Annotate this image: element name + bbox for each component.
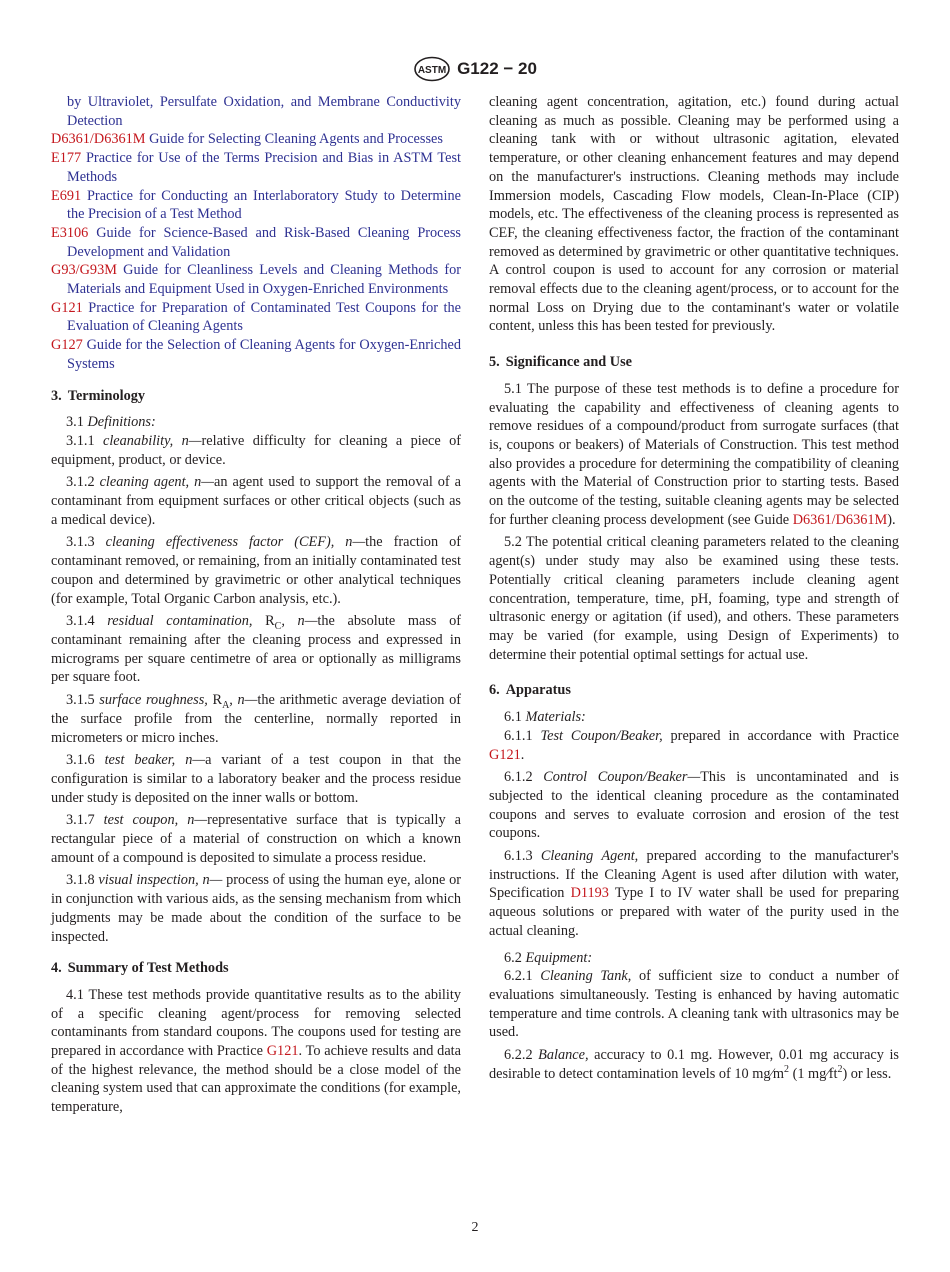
- paragraph: 6.1 Materials:: [504, 709, 586, 726]
- page-header: [0, 56, 950, 82]
- section-heading-significance: 5. Significance and Use: [489, 354, 633, 371]
- paragraph: 5.2 The potential critical cleaning parameters related to the cleaning agent(s) under study may also be examined using these tests. Potentially critical cleaning parameters include cleaning agent concentration, temperature, time, pH, foaming, type and strength of ultrasonic energy or agitation (if used), and others. These parameters may be varied (for example, using Design of Experiments) to determine their potential optimal settings for actual use.: [489, 534, 899, 663]
- reference-item: G127 Guide for the Selection of Cleaning Agents for Oxygen-Enriched Systems: [51, 337, 461, 372]
- definition: 3.1.8 visual inspection, n— process of using the human eye, alone or in conjunction with various aids, as the sensing mechanism from which judgments may be made about the condition of the surface to be inspected.: [51, 872, 462, 945]
- definition: 3.1.3 cleaning effectiveness factor (CEF), n—the fraction of contaminant removed, or remaining, from an initially contaminated test coupon and determined by gravimetric or other analytical techniques (for example, Total Organic Carbon analysis, etc.).: [51, 534, 461, 607]
- standard-designation: G122 − 20: [457, 59, 537, 78]
- right-column: [489, 93, 899, 1087]
- page-number: 2: [471, 1220, 479, 1235]
- paragraph: 6.1.3 Cleaning Agent, prepared according to the manufacturer's instructions. If the Cleaning Agent is used after dilution with water, Specification D1193 Type I to IV water shall be used for preparing aqueous solutions or prepared with water of the purity used in the actual cleaning.: [489, 848, 899, 939]
- reference-item: D6361/D6361M Guide for Selecting Cleaning Agents and Processes: [51, 131, 443, 148]
- definition: 3.1.5 surface roughness, $R_A$, n—the arithmetic average deviation of the surface profile from the centerline, normally reported in micrometers or micro inches.: [51, 692, 461, 746]
- left-column: [51, 93, 461, 1121]
- definition: 3.1.4 residual contamination, $R_C$, n—the absolute mass of contaminant remaining after the cleaning process and expressed in micrograms per square centimetre of area or optionally as milligrams per square foot.: [51, 613, 462, 686]
- reference-item: E3106 Guide for Science-Based and Risk-Based Cleaning Process Development and Validation: [51, 224, 462, 260]
- section-heading-apparatus: 6. Apparatus: [489, 682, 571, 699]
- svg-text:ASTM: ASTM: [417, 65, 447, 76]
- definition: 3.1.2 cleaning agent, n—an agent used to support the removal of a contaminant from equipment surfaces or other critical objects (such as a medical device).: [51, 474, 462, 528]
- link-g121[interactable]: G121: [489, 746, 521, 763]
- reference-item: G121 Practice for Preparation of Contaminated Test Coupons for the Evaluation of Cleaning Agents: [51, 299, 461, 335]
- paragraph: 4.1 These test methods provide quantitative results as to the ability of a specific cleaning agent/process for removing selected contaminants from standard coupons. The coupons used for testing are prepared in accordance with Practice G121. To achieve results and data of the highest relevance, the method should be a close model of the cleaning system used that can approximate the conditions (for example, temperature,: [51, 986, 461, 1116]
- definition: 3.1.6 test beaker, n—a variant of a test coupon in that the configuration is similar to a laboratory beaker and the process residue under study is deposited on the inner walls or bottom.: [51, 752, 462, 806]
- reference-item: E691 Practice for Conducting an Interlaboratory Study to Determine the Precision of a Test Method: [51, 187, 461, 223]
- section-heading-summary: 4. Summary of Test Methods: [51, 960, 229, 977]
- definition: 3.1.7 test coupon, n—representative surface that is typically a rectangular piece of a material of construction on which a known amount of a compound is deposited to simulate a process residue.: [51, 812, 461, 866]
- definition: 3.1.1 cleanability, n—relative difficulty for cleaning a piece of equipment, product, or device.: [51, 432, 462, 468]
- reference-item: E177 Practice for Use of the Terms Precision and Bias in ASTM Test Methods: [51, 150, 461, 185]
- astm-logo-icon: [413, 56, 451, 82]
- paragraph: 6.2.2 Balance, accuracy to 0.1 mg. However, 0.01 mg accuracy is desirable to detect contamination levels of 10 $mg⁄m^2$ (1 $mg⁄ft^2$) or less.: [489, 1047, 899, 1082]
- paragraph: 6.1.1 Test Coupon/Beaker, prepared in accordance with Practice G121.: [489, 727, 899, 763]
- link-g121[interactable]: G121: [266, 1043, 299, 1060]
- link-d6361[interactable]: D6361/D6361M: [792, 511, 888, 528]
- paragraph: 6.2.1 Cleaning Tank, of sufficient size to conduct a number of evaluations simultaneously. Testing is enhanced by having automatic temperature and time controls. A cleaning tank with ultrasonics may be used.: [489, 968, 899, 1041]
- paragraph: 6.1.2 Control Coupon/Beaker—This is uncontaminated and is subjected to the identical cleaning procedure as the contaminated coupons and serves to evaluate corrosion and erosion of the test coupons.: [489, 769, 899, 842]
- reference-continuation: by Ultraviolet, Persulfate Oxidation, and Membrane Conductivity Detection: [67, 94, 461, 129]
- paragraph: 3.1 Definitions:: [66, 414, 156, 431]
- section-heading-terminology: 3. Terminology: [51, 387, 146, 404]
- reference-item: G93/G93M Guide for Cleanliness Levels and Cleaning Methods for Materials and Equipment Used in Oxygen-Enriched Environments: [51, 262, 461, 298]
- link-d1193[interactable]: D1193: [570, 885, 609, 902]
- paragraph: 5.1 The purpose of these test methods is to define a procedure for evaluating the capability and effectiveness of cleaning agents to remove residues of a compound/product from surrogate surfaces (that is, coupons or beakers) of Materials of Construction. This test method also provides a procedure for determining the compatibility of cleaning agents with the Material of Construction prior to starting tests. Based on the outcome of the testing, suitable cleaning agents may be selected for further cleaning process development (see Guide D6361/D6361M).: [489, 380, 899, 528]
- paragraph-continuation: cleaning agent concentration, agitation, etc.) found during actual cleaning as much as possible. Cleaning may be performed using a cleaning tank with or without ultrasonic agitation, elevated temperature, or other cleaning enhancement features and may depend on the manufacturer's instructions. Cleaning methods may include Immersion models, Cascading Flow models, Clean-In-Place (CIP) models, etc. The effectiveness of the cleaning process is represented as CEF, the cleaning effectiveness factor, the fraction of the contaminant removed as determined by gravimetric or other quantitative techniques. A control coupon is used to account for any corrosion or material removal effects due to the cleaning agent/process, or to account for the normal Loss on Drying due to the contaminant's water or volatile content, unless this has been tested for previously.: [489, 94, 899, 335]
- paragraph: 6.2 Equipment:: [504, 949, 593, 966]
